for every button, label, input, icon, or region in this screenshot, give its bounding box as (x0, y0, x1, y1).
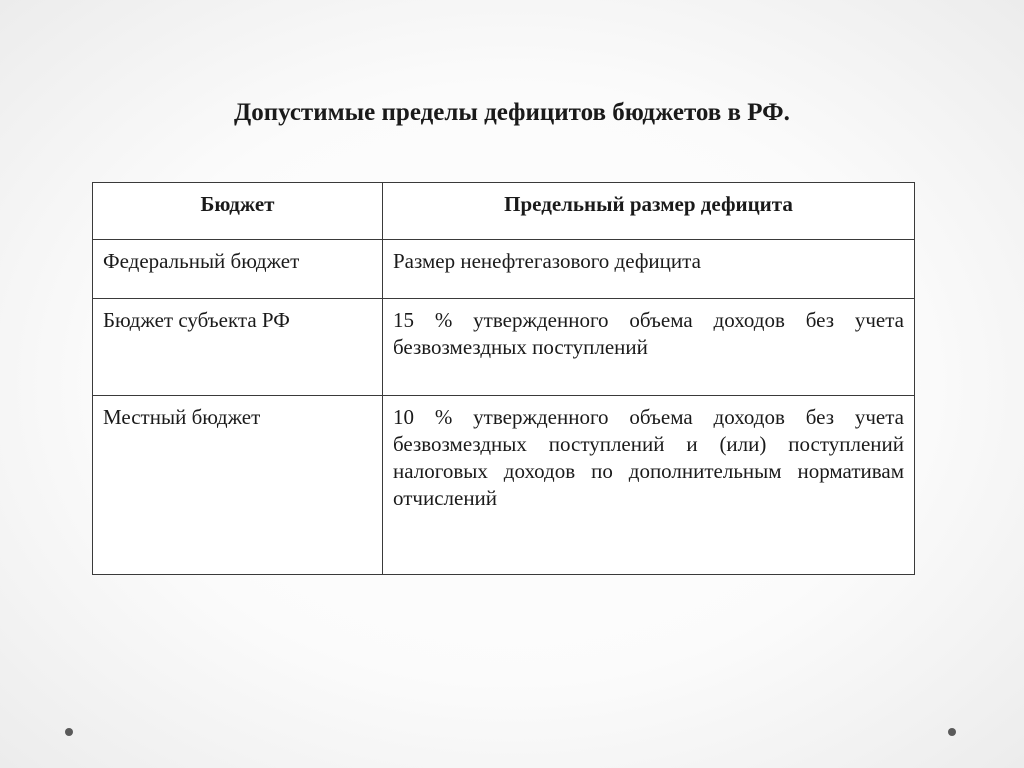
slide-title: Допустимые пределы дефицитов бюджетов в РФ. (234, 99, 790, 126)
header-deficit-limit: Предельный размер дефицита (383, 183, 915, 240)
header-budget: Бюджет (93, 183, 383, 240)
table-row (93, 299, 915, 396)
table-body (93, 240, 915, 575)
cell-budget: Бюджет субъекта РФ (93, 299, 383, 396)
cell-limit: 15 % утвержденного объема доходов без учета безвозмездных поступлений (383, 299, 915, 396)
cell-budget: Федеральный бюджет (93, 240, 383, 299)
cell-budget: Местный бюджет (93, 396, 383, 575)
decorative-dot-left (65, 728, 73, 736)
deficit-limits-table (92, 182, 915, 575)
table-header-row (93, 183, 915, 240)
table-row (93, 396, 915, 575)
table-row (93, 240, 915, 299)
decorative-dot-right (948, 728, 956, 736)
cell-limit: Размер ненефтегазового дефицита (383, 240, 915, 299)
cell-limit: 10 % утвержденного объема доходов без учета безвозмездных поступлений и (или) поступлений налоговых доходов по дополнительным нормативам отчислений (383, 396, 915, 575)
table-header (93, 183, 915, 240)
